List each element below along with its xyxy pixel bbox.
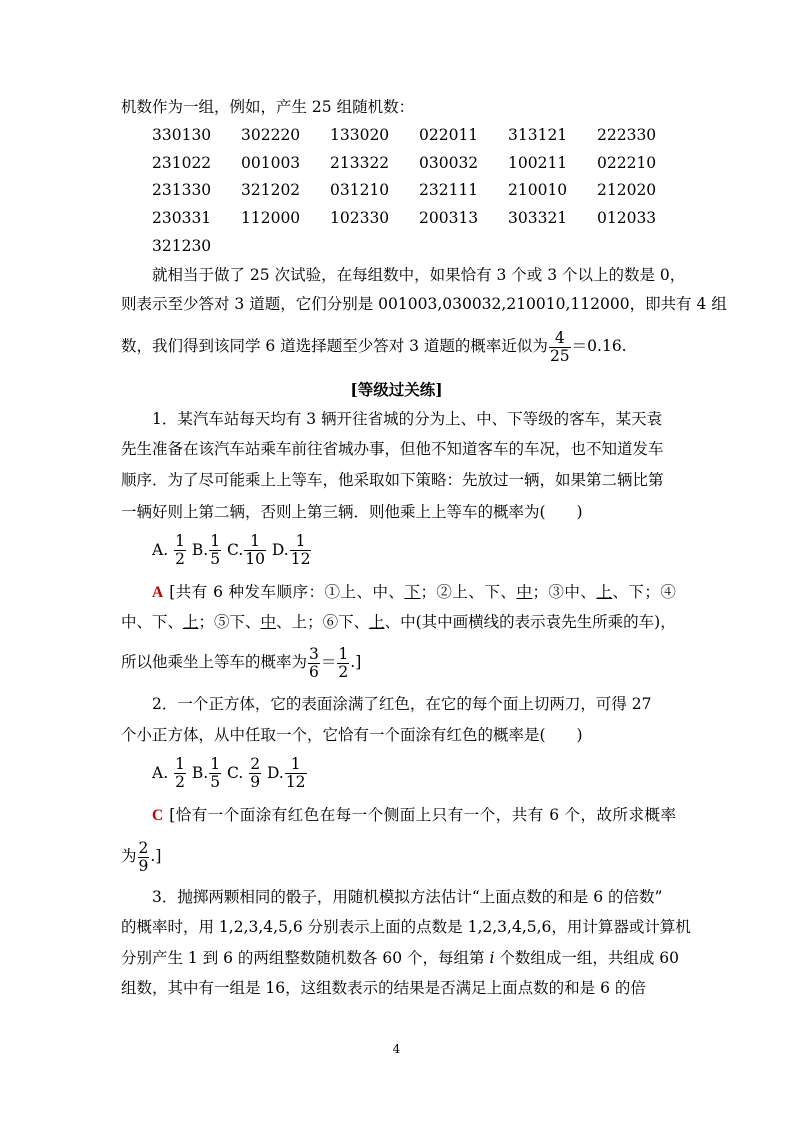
random-number: 302220 <box>241 126 301 144</box>
random-number: 210010 <box>508 181 568 199</box>
random-row-3 <box>152 181 686 199</box>
random-row-2 <box>152 154 686 172</box>
q2-line-1: 2．一个正方体，它的表面涂满了红色，在它的每个面上切两刀，可得 27 <box>152 695 652 713</box>
q1-solution-line-3: 所以他乘坐上等车的概率为 $\frac{3}{6}$ ＝ $\frac{1}{2}$ .] <box>121 644 362 681</box>
random-number: 231022 <box>152 154 212 172</box>
fraction: $\frac{2}{9}$ <box>138 838 149 875</box>
q1-solution-line-1: A [共有 6 种发车顺序：①上、中、下；②上、下、中；③中、上、下；④ <box>152 583 676 601</box>
random-number: 100211 <box>508 154 568 172</box>
intro-line: 机数作为一组，例如，产生 25 组随机数： <box>121 98 415 116</box>
option-b: B. $\frac{1}{5}$ <box>191 755 221 791</box>
random-number: 001003 <box>241 154 301 172</box>
explain-line-1: 就相当于做了 25 次试验，在每组数中，如果恰有 3 个或 3 个以上的数是 0， <box>152 266 686 284</box>
option-a: A. $\frac{1}{2}$ <box>152 532 185 568</box>
q2-options <box>152 756 308 791</box>
q2-answer-letter: C <box>152 807 164 824</box>
random-number: 321202 <box>241 181 301 199</box>
random-number: 231330 <box>152 181 212 199</box>
option-d: D. $\frac{1}{12}$ <box>267 755 306 791</box>
q2-solution-line-1: C [恰有一个面涂有红色在每一个侧面上只有一个，共有 6 个，故所求概率 <box>152 806 676 824</box>
random-row-1 <box>152 126 686 144</box>
random-number: 030032 <box>419 154 479 172</box>
q1-line-3: 顺序．为了尽可能乘上上等车，他采取如下策略：先放过一辆，如果第二辆比第 <box>121 471 664 489</box>
random-number: 313121 <box>508 126 568 144</box>
random-number: 232111 <box>419 181 479 199</box>
option-c: C. $\frac{2}{9}$ <box>227 755 261 791</box>
random-number: 222330 <box>597 126 657 144</box>
q3-line-3: 分别产生 1 到 6 的两组整数随机数各 60 个，每组第 i 个数组成一组，共组成 60 <box>121 949 679 967</box>
random-number: 102330 <box>330 209 390 227</box>
random-row-5 <box>152 237 241 255</box>
page-number: 4 <box>392 1042 401 1056</box>
option-c: C. $\frac{1}{10}$ <box>227 532 265 568</box>
random-number: 022210 <box>597 154 657 172</box>
random-number: 031210 <box>330 181 390 199</box>
random-row-4 <box>152 209 686 227</box>
q2-solution-line-2: 为 $\frac{2}{9}$ .] <box>121 838 162 875</box>
random-number: 200313 <box>419 209 479 227</box>
explain-line-3: 数，我们得到该同学 6 道选择题至少答对 3 道题的概率近似为 $\frac{4}{25}$ ＝0.16. <box>121 328 627 365</box>
q1-options <box>152 533 312 568</box>
random-number: 230331 <box>152 209 212 227</box>
q3-line-1: 3．抛掷两颗相同的骰子，用随机模拟方法估计“上面点数的和是 6 的倍数” <box>152 888 663 906</box>
random-number: 321230 <box>152 237 212 255</box>
q3-line-4: 组数，其中有一组是 16，这组数表示的结果是否满足上面点数的和是 6 的倍 <box>121 979 646 997</box>
option-b: B. $\frac{1}{5}$ <box>191 532 221 568</box>
q2-line-2: 个小正方体，从中任取一个，它恰有一个面涂有红色的概率是( ) <box>121 726 583 744</box>
q1-solution-line-2: 中、下、上；⑤下、中、上；⑥下、上、中(其中画横线的表示袁先生所乘的车)， <box>121 613 676 631</box>
q1-line-1: 1．某汽车站每天均有 3 辆开往省城的分为上、中、下等级的客车，某天袁 <box>152 410 663 428</box>
q1-line-2: 先生准备在该汽车站乘车前往省城办事，但他不知道客车的车况，也不知道发车 <box>121 440 664 458</box>
random-number: 012033 <box>597 209 657 227</box>
random-number: 330130 <box>152 126 212 144</box>
random-number: 303321 <box>508 209 568 227</box>
q1-answer-letter: A <box>152 584 164 601</box>
random-number: 212020 <box>597 181 657 199</box>
section-heading: [等级过关练] <box>350 380 443 399</box>
random-number: 112000 <box>241 209 301 227</box>
option-d: D. $\frac{1}{12}$ <box>271 532 311 568</box>
option-a: A. $\frac{1}{2}$ <box>152 755 185 791</box>
random-number: 213322 <box>330 154 390 172</box>
fraction: $\frac{4}{25}$ <box>549 328 570 365</box>
fraction: $\frac{1}{2}$ <box>338 644 349 681</box>
q1-line-4: 一辆好则上第二辆，否则上第三辆．则他乘上上等车的概率为( ) <box>121 503 583 521</box>
random-number: 133020 <box>330 126 390 144</box>
random-number: 022011 <box>419 126 479 144</box>
explain-line-2: 则表示至少答对 3 道题，它们分别是 001003,030032,210010,112000，即共有 4 组 <box>121 295 727 313</box>
q3-line-2: 的概率时，用 1,2,3,4,5,6 分别表示上面的点数是 1,2,3,4,5,6，用计算器或计算机 <box>121 918 691 936</box>
fraction: $\frac{3}{6}$ <box>309 644 319 681</box>
